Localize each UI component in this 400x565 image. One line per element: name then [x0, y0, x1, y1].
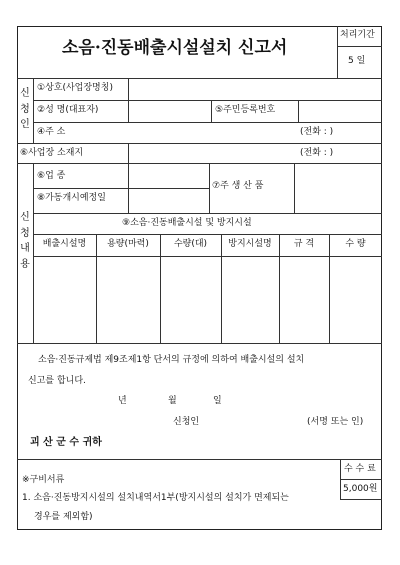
addressee: 괴 산 군 수 귀하 — [30, 437, 102, 448]
workplace-location-label: ⑥사업장 소재지 — [20, 148, 84, 158]
resident-number-label: ⑤주민등록번호 — [215, 105, 276, 115]
business-name-label: ①상호(사업장명칭) — [37, 83, 113, 93]
declaration-text-line1: 소음·진동규제법 제9조제1항 단서의 규정에 의하여 배출시설의 설치 — [38, 355, 305, 365]
attachment-item-1-line2: 경우를 제외함) — [34, 512, 93, 522]
industry-label: ⑥업 종 — [37, 171, 66, 181]
address-phone-label: (전화 : ) — [300, 127, 334, 137]
form-title: 소음·진동배출시설설치 신고서 — [62, 38, 288, 58]
column-header-capacity: 용량(마력) — [107, 239, 149, 249]
main-products-label: ⑦주 생 산 품 — [212, 181, 264, 191]
fee-label: 수 수 료 — [344, 464, 376, 474]
attachment-item-1-line1: 1. 소음·진동방지시설의 설치내역서1부(방지시설의 설치가 면제되는 — [22, 493, 289, 503]
column-header-count: 수 량 — [345, 239, 366, 249]
representative-label: ②성 명(대표자) — [37, 105, 99, 115]
date-year-label: 년 — [118, 396, 127, 406]
start-date-label: ⑧가동개시예정일 — [37, 193, 106, 203]
date-day-label: 일 — [213, 396, 222, 406]
column-header-spec: 규 격 — [293, 239, 315, 249]
fee-value: 5,000원 — [343, 484, 378, 494]
column-header-prevention-name: 방지시설명 — [228, 239, 272, 249]
facilities-header: ⑨소음·진동배출시설 및 방지시설 — [122, 218, 252, 228]
sign-or-seal-label: (서명 또는 인) — [307, 417, 364, 427]
form-frame — [17, 26, 382, 530]
workplace-phone-label: (전화 : ) — [300, 148, 334, 158]
column-header-quantity: 수량(대) — [173, 239, 208, 249]
applicant-sign-label: 신청인 — [173, 417, 200, 427]
application-section-label: 신청내용 — [20, 212, 30, 270]
column-header-facility-name: 배출시설명 — [42, 239, 87, 249]
attachments-heading: ※구비서류 — [22, 475, 65, 485]
applicant-section-label: 신청인 — [20, 88, 30, 130]
address-label: ④주 소 — [37, 127, 66, 137]
processing-period-label: 처리기간 — [340, 30, 375, 40]
date-month-label: 월 — [168, 396, 177, 406]
processing-period-value: 5 일 — [348, 56, 366, 66]
declaration-text-line2: 신고를 합니다. — [28, 376, 86, 386]
